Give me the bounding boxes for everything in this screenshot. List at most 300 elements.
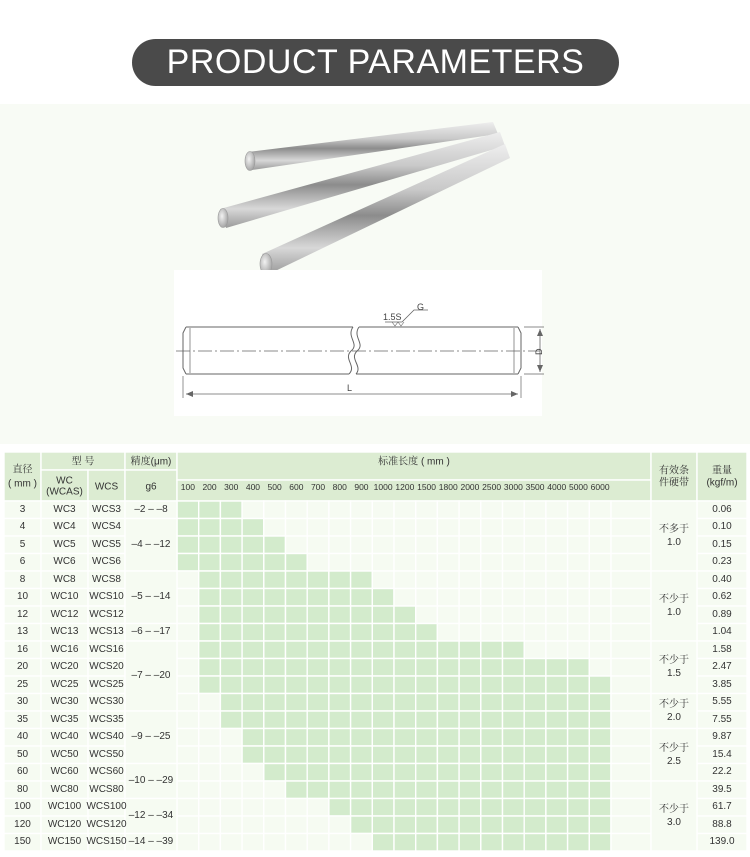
length-available-cell [286,729,308,747]
length-available-cell [372,676,394,694]
length-available-cell [524,676,546,694]
length-available-cell [546,711,568,729]
length-available-cell [394,816,416,834]
length-available-cell [503,711,525,729]
length-available-cell [286,676,308,694]
length-available-cell [242,624,264,642]
length-empty-cell [177,764,199,782]
length-available-cell [568,711,590,729]
length-available-cell [220,694,242,712]
header-hardness-line2: 件硬带 [659,477,689,489]
length-empty-cell [524,589,546,607]
diameter-value: 20 [16,661,29,673]
length-available-cell [199,659,221,677]
wc-model-value: WC6 [53,556,76,568]
wcs-model-value: WCS40 [89,731,124,743]
header-weight-line2: (kgf/m) [706,477,738,489]
length-empty-cell [524,624,546,642]
wcs-model-value: WCS8 [92,573,121,585]
length-available-cell [437,746,459,764]
length-available-cell [568,694,590,712]
length-available-cell [589,694,611,712]
length-empty-cell [546,641,568,659]
length-label-200: 200 [202,481,217,492]
length-available-cell [546,781,568,799]
wcs-model-value: WCS20 [89,661,124,673]
length-empty-cell [242,799,264,817]
length-empty-cell [481,571,503,589]
hardness-label: 不少于 [659,742,689,754]
precision-value: –5 – –14 [131,591,171,603]
length-empty-cell [307,554,329,572]
wcs-model-value: WCS35 [89,713,124,725]
wc-model-value: WC80 [50,783,79,795]
length-empty-cell [589,571,611,589]
wcs-model-value: WCS25 [89,678,124,690]
length-empty-cell [394,589,416,607]
length-available-cell [307,781,329,799]
length-available-cell [220,519,242,537]
length-available-cell [242,554,264,572]
diameter-value: 120 [14,818,31,830]
length-empty-cell [307,799,329,817]
weight-value: 0.62 [712,591,732,603]
wc-model-value: WC10 [50,591,79,603]
length-available-cell [286,641,308,659]
precision-value: –7 – –20 [131,670,171,681]
length-empty-cell [264,816,286,834]
length-available-cell [307,606,329,624]
length-available-cell [481,799,503,817]
diameter-value: 4 [19,521,26,533]
length-empty-cell [394,536,416,554]
length-empty-cell [524,641,546,659]
length-available-cell [242,659,264,677]
length-empty-cell [459,589,481,607]
length-available-cell [242,571,264,589]
length-empty-cell [372,536,394,554]
length-available-cell [503,746,525,764]
wc-model-value: WC100 [47,801,82,813]
length-empty-cell [503,536,525,554]
length-available-cell [416,641,438,659]
length-available-cell [199,571,221,589]
length-empty-cell [264,501,286,519]
weight-value: 139.0 [709,836,735,848]
length-spacer-cell [611,816,651,834]
wcs-model-value: WCS10 [89,591,124,603]
length-available-cell [372,729,394,747]
wc-model-value: WC12 [50,608,79,620]
length-empty-cell [437,536,459,554]
length-empty-cell [177,746,199,764]
precision-value: –4 – –12 [131,538,171,550]
length-spacer-cell [611,501,651,519]
wcs-model-value: WCS6 [92,556,121,568]
length-available-cell [199,624,221,642]
diameter-value: 12 [16,608,29,620]
length-available-cell [220,711,242,729]
header-model-wc: WC [56,475,73,487]
length-available-cell [351,624,373,642]
length-available-cell [394,641,416,659]
length-available-cell [264,606,286,624]
length-empty-cell [199,834,221,852]
length-available-cell [351,589,373,607]
length-available-cell [503,834,525,852]
length-empty-cell [286,519,308,537]
length-available-cell [589,834,611,852]
length-empty-cell [524,606,546,624]
length-available-cell [329,694,351,712]
length-available-cell [242,589,264,607]
wc-model-value: WC5 [53,538,76,550]
length-available-cell [568,659,590,677]
length-empty-cell [481,606,503,624]
length-spacer-cell [611,799,651,817]
diameter-value: 50 [16,748,29,760]
length-available-cell [459,676,481,694]
length-available-cell [307,589,329,607]
length-available-cell [199,519,221,537]
length-available-cell [351,571,373,589]
length-available-cell [589,781,611,799]
length-available-cell [459,641,481,659]
length-available-cell [177,536,199,554]
length-available-cell [503,659,525,677]
length-available-cell [307,676,329,694]
diameter-value: 8 [19,573,26,585]
length-empty-cell [589,641,611,659]
length-empty-cell [481,536,503,554]
technical-drawing [174,270,544,416]
finish-label: G [417,302,425,312]
length-available-cell [546,659,568,677]
hardness-cell [651,641,697,694]
length-available-cell [568,764,590,782]
diameter-value: 40 [16,731,29,743]
length-empty-cell [329,554,351,572]
hardness-cell [651,729,697,782]
length-available-cell [307,659,329,677]
length-available-cell [524,764,546,782]
wcs-model-value: WCS60 [89,766,124,778]
length-available-cell [351,694,373,712]
weight-value: 0.10 [712,521,732,533]
length-empty-cell [177,729,199,747]
length-empty-cell [524,501,546,519]
length-available-cell [546,729,568,747]
header-diameter-cell [4,452,41,501]
length-available-cell [307,729,329,747]
wcs-model-value: WCS150 [86,836,127,848]
length-available-cell [372,589,394,607]
hardness-label: 不少于 [659,804,689,815]
length-available-cell [589,764,611,782]
length-available-cell [546,799,568,817]
weight-value: 0.40 [712,573,732,585]
length-empty-cell [568,501,590,519]
length-available-cell [481,764,503,782]
header-model-wcas: (WCAS) [46,486,83,498]
wc-model-value: WC3 [53,503,76,515]
length-empty-cell [416,519,438,537]
length-empty-cell [459,571,481,589]
length-empty-cell [524,536,546,554]
length-empty-cell [568,589,590,607]
length-available-cell [351,606,373,624]
length-empty-cell [177,781,199,799]
length-available-cell [264,659,286,677]
diameter-value: 80 [16,783,29,795]
weight-value: 15.4 [712,748,732,760]
length-available-cell [307,764,329,782]
hardness-cell [651,571,697,641]
length-available-cell [568,816,590,834]
length-available-cell [481,711,503,729]
length-spacer-cell [611,554,651,572]
length-label-700: 700 [310,481,326,492]
diameter-value: 5 [19,538,26,550]
length-available-cell [524,711,546,729]
weight-value: 39.5 [712,783,732,795]
header-precision-grade: g6 [145,481,157,493]
length-empty-cell [416,571,438,589]
length-available-cell [329,764,351,782]
wcs-model-value: WCS5 [92,538,121,550]
length-available-cell [372,694,394,712]
length-available-cell [220,501,242,519]
length-empty-cell [416,554,438,572]
diameter-value: 13 [16,626,29,638]
header-diameter: 直径 [12,464,33,476]
length-empty-cell [546,519,568,537]
length-available-cell [242,641,264,659]
length-available-cell [394,659,416,677]
length-label-4000: 4000 [547,481,567,492]
length-available-cell [437,659,459,677]
length-spacer-cell [611,641,651,659]
weight-value: 9.87 [712,731,732,743]
length-available-cell [329,729,351,747]
length-available-cell [264,589,286,607]
length-available-cell [416,676,438,694]
length-available-cell [372,659,394,677]
length-available-cell [503,729,525,747]
length-empty-cell [264,519,286,537]
length-empty-cell [503,571,525,589]
length-available-cell [568,676,590,694]
wcs-model-value: WCS16 [89,643,124,655]
length-available-cell [329,746,351,764]
length-empty-cell [568,519,590,537]
length-available-cell [329,589,351,607]
length-empty-cell [503,589,525,607]
length-available-cell [481,641,503,659]
length-empty-cell [394,554,416,572]
wc-model-value: WC35 [50,713,79,725]
length-empty-cell [286,834,308,852]
length-available-cell [242,519,264,537]
length-label-900: 900 [354,481,369,492]
length-available-cell [372,834,394,852]
length-available-cell [524,834,546,852]
length-available-cell [307,571,329,589]
length-available-cell [568,781,590,799]
length-empty-cell [568,554,590,572]
length-empty-cell [568,606,590,624]
length-available-cell [524,659,546,677]
specification-table [4,452,747,853]
length-available-cell [329,571,351,589]
length-available-cell [416,781,438,799]
length-empty-cell [437,554,459,572]
length-label-6000: 6000 [590,481,610,492]
wc-model-value: WC16 [50,643,79,655]
length-available-cell [546,694,568,712]
length-available-cell [307,746,329,764]
length-spacer-cell [611,764,651,782]
length-empty-cell [286,799,308,817]
length-available-cell [546,816,568,834]
length-available-cell [459,781,481,799]
length-available-cell [329,606,351,624]
length-empty-cell [177,589,199,607]
length-available-cell [568,799,590,817]
length-empty-cell [220,764,242,782]
length-available-cell [329,711,351,729]
length-empty-cell [177,676,199,694]
length-spacer-cell [611,606,651,624]
length-empty-cell [524,554,546,572]
header-standard-length: 标准长度 ( mm ) [378,456,450,468]
length-label-1000: 1000 [373,481,393,492]
diameter-value: 35 [16,713,29,725]
length-available-cell [351,799,373,817]
length-available-cell [199,554,221,572]
length-available-cell [481,816,503,834]
length-empty-cell [546,589,568,607]
hardness-cell [651,781,697,851]
length-available-cell [503,694,525,712]
weight-value: 1.58 [712,643,732,655]
length-empty-cell [503,501,525,519]
length-label-400: 400 [245,481,261,492]
hardness-label: 不多于 [659,524,689,535]
length-empty-cell [503,624,525,642]
length-available-cell [351,816,373,834]
diameter-value: 150 [14,836,31,848]
length-available-cell [416,694,438,712]
length-available-cell [481,676,503,694]
length-available-cell [220,589,242,607]
length-empty-cell [568,571,590,589]
length-available-cell [242,746,264,764]
length-available-cell [394,624,416,642]
length-available-cell [286,746,308,764]
header-diameter-unit: ( mm ) [8,478,37,490]
length-empty-cell [220,781,242,799]
length-empty-cell [177,641,199,659]
hardness-value: 1.0 [667,537,681,548]
length-label-300: 300 [224,481,239,492]
length-available-cell [503,764,525,782]
length-available-cell [329,676,351,694]
weight-value: 0.06 [712,503,732,515]
length-available-cell [568,729,590,747]
length-available-cell [307,711,329,729]
length-available-cell [286,764,308,782]
length-label-100: 100 [180,481,195,492]
length-empty-cell [437,501,459,519]
length-empty-cell [546,554,568,572]
length-available-cell [329,624,351,642]
header-model-group: 型 号 [71,456,95,468]
length-available-cell [394,781,416,799]
length-available-cell [220,536,242,554]
length-available-cell [394,711,416,729]
length-empty-cell [589,659,611,677]
diameter-value: 25 [16,678,29,690]
length-empty-cell [329,501,351,519]
length-empty-cell [199,694,221,712]
diameter-value: 16 [16,643,29,655]
length-empty-cell [589,554,611,572]
wc-model-value: WC150 [47,836,82,848]
length-empty-cell [437,606,459,624]
length-available-cell [286,554,308,572]
length-empty-cell [524,519,546,537]
length-available-cell [286,606,308,624]
length-available-cell [589,746,611,764]
length-empty-cell [177,816,199,834]
wc-model-value: WC13 [50,626,79,638]
hardness-label: 不少于 [659,699,689,710]
length-empty-cell [568,624,590,642]
length-available-cell [351,711,373,729]
length-available-cell [351,659,373,677]
precision-value: –10 – –29 [128,775,174,786]
precision-value: –9 – –25 [131,731,171,743]
length-empty-cell [242,816,264,834]
length-empty-cell [286,501,308,519]
length-label-3500: 3500 [525,481,545,492]
length-available-cell [372,624,394,642]
length-available-cell [437,694,459,712]
weight-value: 3.85 [712,678,732,690]
length-empty-cell [568,641,590,659]
length-available-cell [437,816,459,834]
length-available-cell [286,711,308,729]
length-empty-cell [394,519,416,537]
length-empty-cell [394,501,416,519]
length-available-cell [329,659,351,677]
hardness-value: 2.5 [667,755,681,767]
length-spacer-cell [611,659,651,677]
weight-value: 61.7 [712,801,732,813]
length-available-cell [437,729,459,747]
length-empty-cell [546,571,568,589]
length-empty-cell [568,536,590,554]
length-empty-cell [286,536,308,554]
length-available-cell [307,624,329,642]
length-available-cell [416,816,438,834]
weight-value: 22.2 [712,766,732,778]
length-available-cell [437,711,459,729]
steel-rods-image [0,104,750,444]
length-available-cell [351,676,373,694]
length-available-cell [264,711,286,729]
